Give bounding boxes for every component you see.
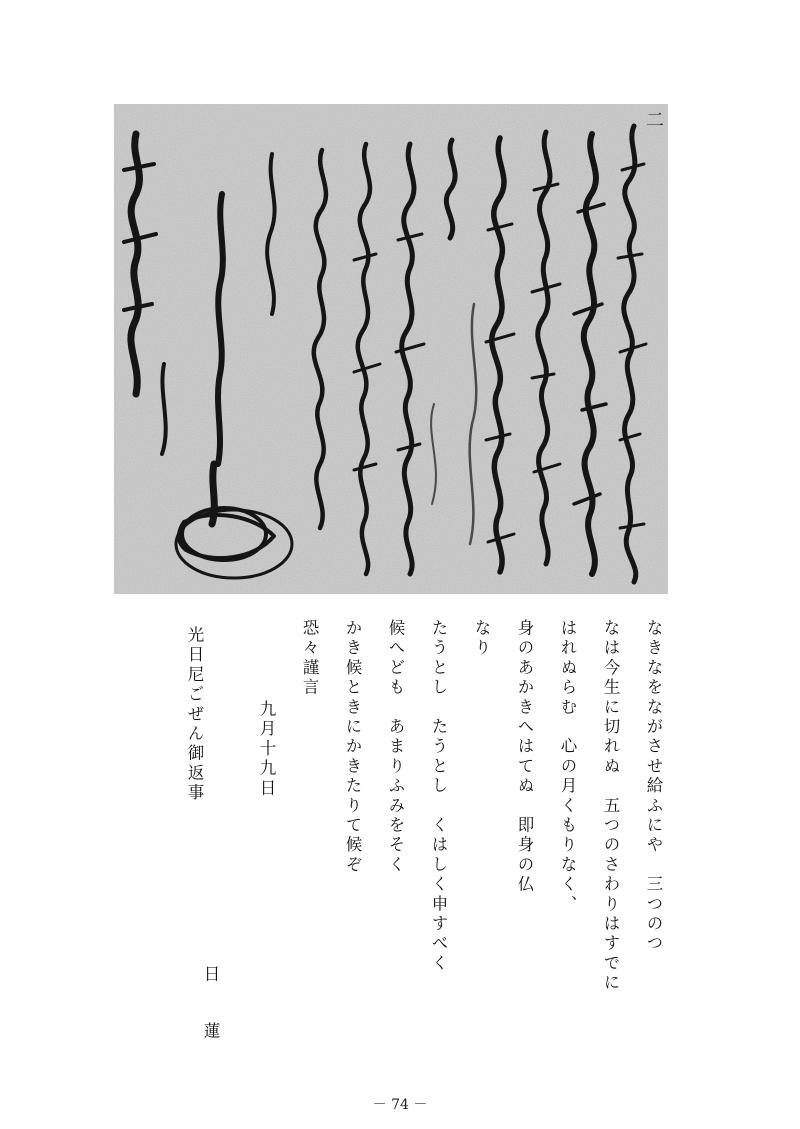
transcription-line-2: なは今生に切れぬ 五つのさわりはすでに	[601, 619, 620, 994]
transcription-line-5: なり	[472, 619, 491, 659]
transcription-line-3: はれぬらむ 心の月くもりなく、	[558, 619, 577, 915]
transcription-line-6: たうとし たうとし くはしく申すべく	[429, 619, 448, 974]
transcription-line-1: なきなをながさせ給ふにや 三つのつ	[644, 619, 663, 954]
transcription-line-7: 候へども あまりふみをそく	[386, 619, 405, 876]
letter-signature: 日 蓮	[201, 965, 220, 1051]
calligraphy-strokes	[114, 104, 668, 594]
page-number: － 74 －	[372, 1097, 428, 1113]
letter-date: 九月十九日	[257, 700, 276, 799]
plate-number: 二	[646, 110, 664, 131]
transcription-line-8: かき候ときにかきたりて候ぞ	[343, 619, 362, 876]
transcription-line-9: 恐々謹言	[300, 619, 319, 698]
transcription-line-4: 身のあかきへはてぬ 即身の仏	[515, 619, 534, 895]
letter-addressee: 光日尼ごぜん御返事	[185, 626, 204, 804]
manuscript-photo	[114, 104, 668, 594]
